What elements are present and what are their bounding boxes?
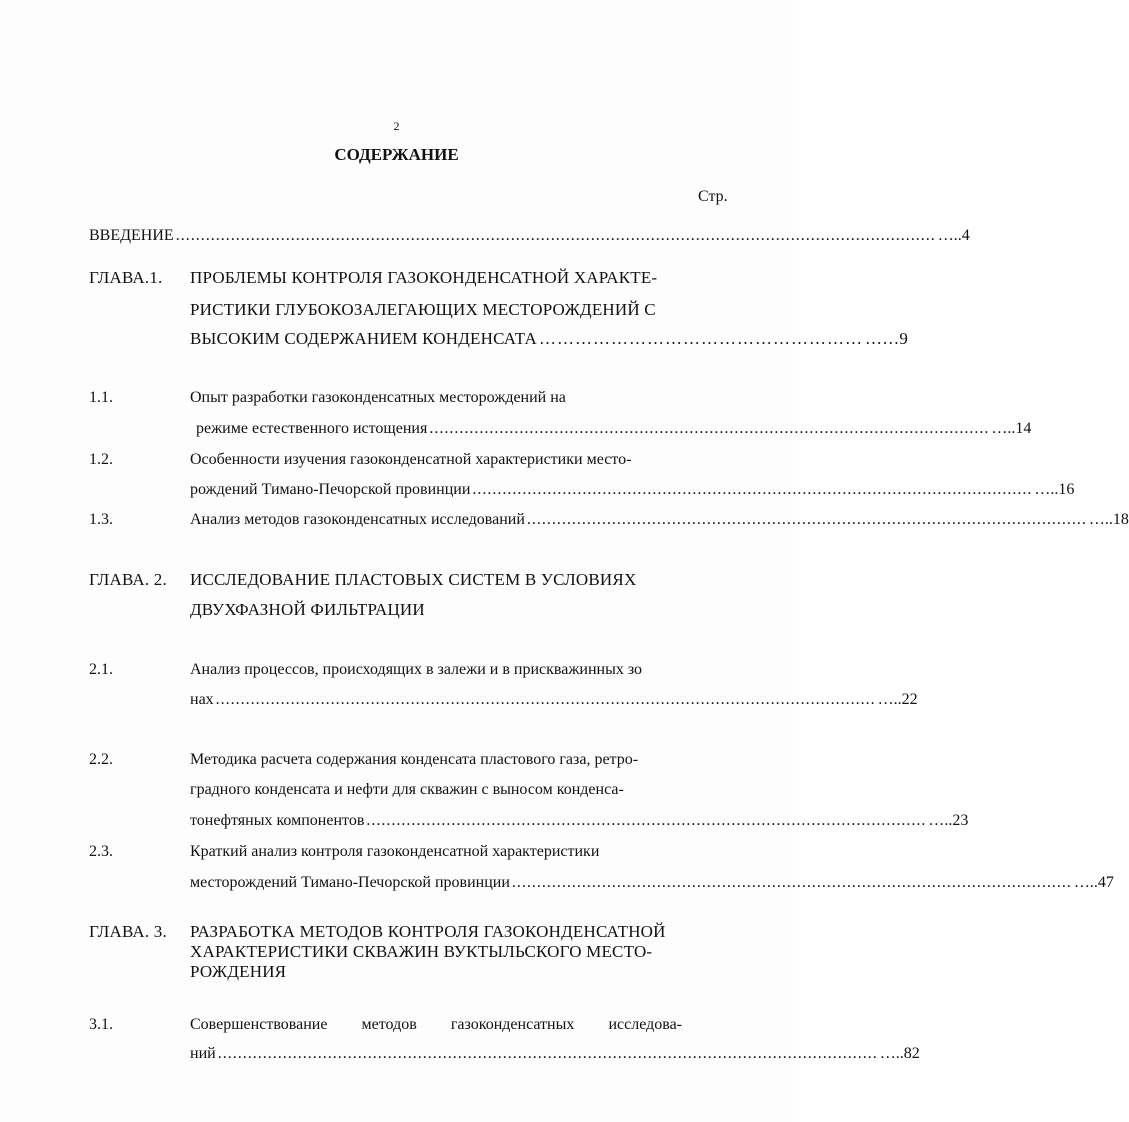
toc-entry-text: ний (190, 1045, 216, 1062)
section-number: 2.1. (89, 661, 113, 678)
dot-leader: ................................................................................................................ (526, 511, 1087, 528)
dot-leader: ................................................................................................................ (472, 481, 1033, 498)
toc-entry-page: …..82 (879, 1045, 920, 1062)
toc-entry-page: …..16 (1034, 481, 1075, 498)
dot-leader: ................................................................................................................ (511, 874, 1072, 891)
toc-entry-text: режиме естественного истощения (196, 420, 428, 437)
toc-entry-page: …..22 (877, 691, 918, 708)
chapter-label: ГЛАВА. 3. (89, 922, 167, 941)
toc-entry-1-3[interactable] (190, 510, 1129, 530)
page-number: 2 (393, 119, 400, 133)
toc-entry-page: …..18 (1088, 511, 1129, 528)
section-number: 1.3. (89, 511, 113, 528)
toc-entry-page: ……9 (865, 329, 909, 348)
toc-entry-text: тонефтяных компонентов (190, 812, 365, 829)
toc-entry-2-1[interactable] (190, 690, 918, 710)
dot-leader: .................................................................................................................................... (217, 1045, 878, 1062)
dot-leader: ................................................................................................................ (366, 812, 927, 829)
toc-entry-page: …..47 (1073, 874, 1114, 891)
toc-entry-2-2[interactable] (190, 811, 969, 831)
toc-entry-1-2[interactable] (190, 480, 1075, 500)
toc-entry-page: …..4 (937, 227, 970, 244)
word: методов (361, 1016, 417, 1033)
chapter-title-line[interactable]: РАЗРАБОТКА МЕТОДОВ КОНТРОЛЯ ГАЗОКОНДЕНСАТНОЙ (190, 922, 666, 941)
toc-entry-intro[interactable] (89, 226, 970, 246)
chapter-label: ГЛАВА. 2. (89, 570, 167, 589)
chapter-title-line[interactable]: ДВУХФАЗНОЙ ФИЛЬТРАЦИИ (190, 600, 425, 619)
chapter-title-line[interactable]: ХАРАКТЕРИСТИКИ СКВАЖИН ВУКТЫЛЬСКОГО МЕСТО- (190, 942, 653, 961)
toc-entry-1-1[interactable] (196, 419, 1032, 439)
word: исследова- (608, 1016, 682, 1033)
toc-entry-chapter1[interactable] (190, 329, 909, 349)
section-number: 2.3. (89, 843, 113, 860)
dot-leader: ……………………………………………… (539, 329, 863, 348)
chapter-label: ГЛАВА.1. (89, 268, 163, 287)
chapter-title-line[interactable]: РИСТИКИ ГЛУБОКОЗАЛЕГАЮЩИХ МЕСТОРОЖДЕНИЙ С (190, 300, 656, 319)
page-title: СОДЕРЖАНИЕ (334, 145, 459, 164)
toc-entry-text: ВВЕДЕНИЕ (89, 227, 174, 244)
toc-entry-text: ВЫСОКИМ СОДЕРЖАНИЕМ КОНДЕНСАТА (190, 329, 537, 348)
toc-entry-text: месторождений Тимано-Печорской провинции (190, 874, 510, 891)
toc-entry-page: …..23 (928, 812, 969, 829)
section-title-line[interactable]: Краткий анализ контроля газоконденсатной характеристики (190, 843, 600, 860)
section-title-line[interactable] (190, 1015, 682, 1035)
section-number: 1.2. (89, 451, 113, 468)
section-title-line[interactable]: Особенности изучения газоконденсатной характеристики место- (190, 451, 632, 468)
toc-entry-text: нах (190, 691, 214, 708)
word: Совершенствование (190, 1016, 328, 1033)
section-number: 2.2. (89, 751, 113, 768)
dot-leader: ................................................................................................................ (429, 420, 990, 437)
section-title-line[interactable]: Опыт разработки газоконденсатных месторождений на (190, 389, 566, 406)
section-title-line[interactable]: градного конденсата и нефти для скважин с выносом конденса- (190, 781, 624, 798)
dot-leader: .................................................................................................................................... (215, 691, 876, 708)
toc-entry-2-3[interactable] (190, 873, 1114, 893)
page-column-header: Стр. (698, 188, 728, 205)
word: газоконденсатных (450, 1016, 575, 1033)
chapter-title-line[interactable]: РОЖДЕНИЯ (190, 962, 287, 981)
chapter-title-line[interactable]: ИССЛЕДОВАНИЕ ПЛАСТОВЫХ СИСТЕМ В УСЛОВИЯХ (190, 570, 637, 589)
section-number: 1.1. (89, 389, 113, 406)
dot-leader: ........................................................................................................................................................ (175, 227, 936, 244)
toc-entry-text: Анализ методов газоконденсатных исследований (190, 511, 525, 528)
toc-entry-3-1[interactable] (190, 1044, 920, 1064)
section-title-line[interactable]: Методика расчета содержания конденсата пластового газа, ретро- (190, 751, 639, 768)
section-number: 3.1. (89, 1016, 113, 1033)
toc-entry-page: …..14 (991, 420, 1032, 437)
toc-entry-text: рождений Тимано-Печорской провинции (190, 481, 471, 498)
chapter-title-line[interactable]: ПРОБЛЕМЫ КОНТРОЛЯ ГАЗОКОНДЕНСАТНОЙ ХАРАКТЕ- (190, 268, 658, 287)
section-title-line[interactable]: Анализ процессов, происходящих в залежи и в прискважинных зо (190, 661, 643, 678)
